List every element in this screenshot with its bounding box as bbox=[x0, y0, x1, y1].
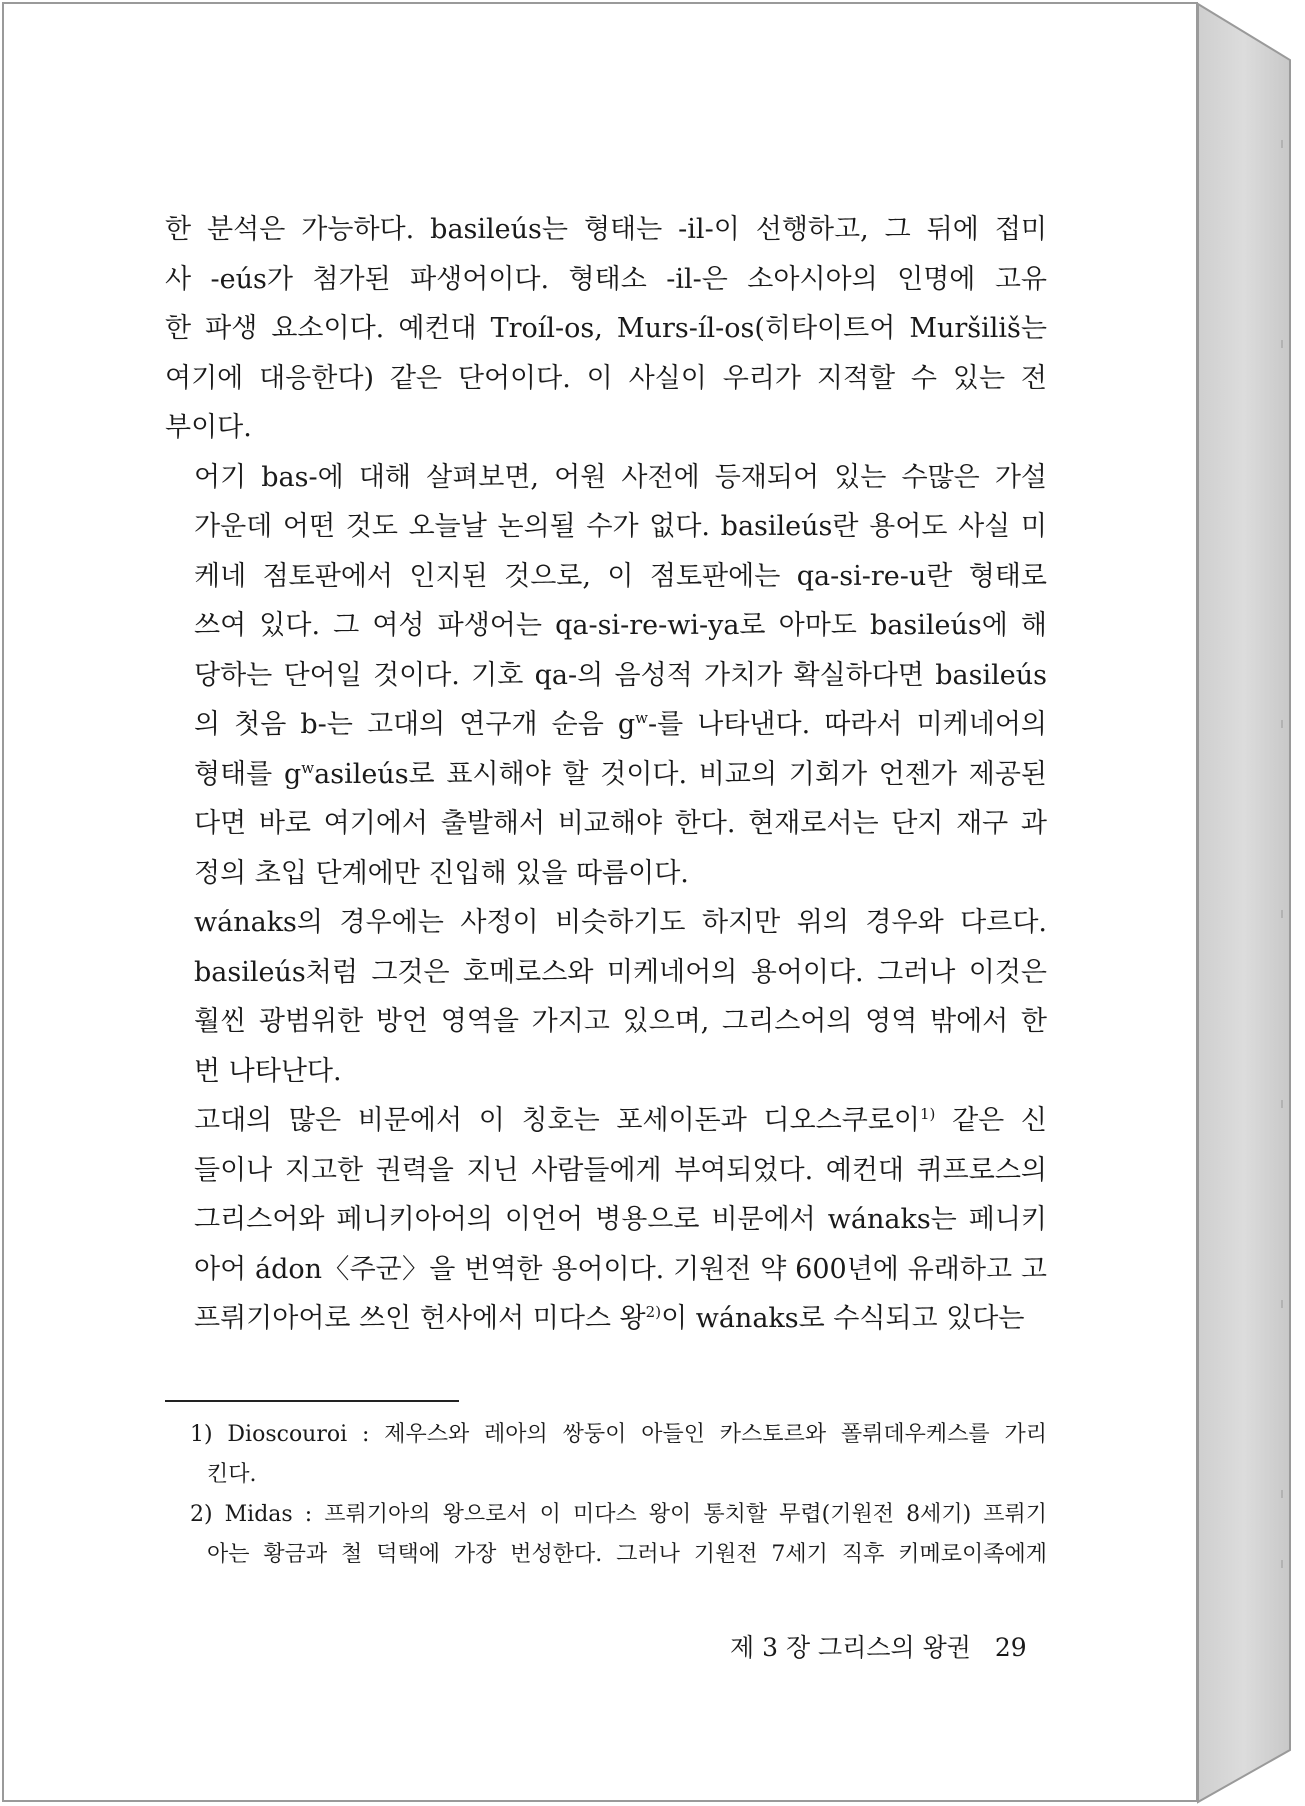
footnote bbox=[190, 1495, 1047, 1575]
text-line: 사 -eús가 첨가된 파생어이다. 형태소 -il-은 소아시아의 인명에 고유 bbox=[165, 263, 1047, 295]
text-line: 들이나 지고한 권력을 지닌 사람들에게 부여되었다. 예컨대 퀴프로스의 bbox=[194, 1154, 1047, 1186]
body-text bbox=[165, 205, 1047, 1344]
text-line: 의 첫음 b-는 고대의 연구개 순음 $g^w-$를 나타낸다. 따라서 미케네어의 bbox=[194, 709, 1047, 740]
paragraph bbox=[165, 453, 1047, 899]
text-line: 그리스어와 페니키아어의 이언어 병용으로 비문에서 wánaks는 페니키 bbox=[194, 1204, 1047, 1235]
text-line: 한 파생 요소이다. 예컨대 Troíl-os, Murs-íl-os(히타이트어 Muršiliš는 bbox=[165, 313, 1047, 344]
text-line: 쓰여 있다. 그 여성 파생어는 qa-si-re-wi-ya로 아마도 basileús에 해 bbox=[194, 610, 1047, 641]
text-line: 여기에 대응한다) 같은 단어이다. 이 사실이 우리가 지적할 수 있는 전 bbox=[165, 362, 1047, 394]
footnote-line: 킨다. bbox=[207, 1462, 257, 1487]
text-line: 번 나타난다. bbox=[194, 1055, 342, 1087]
text-line: 부이다. bbox=[165, 412, 252, 443]
chapter-title: 제 3 장 그리스의 왕권 bbox=[730, 1633, 971, 1662]
running-footer bbox=[730, 1628, 1027, 1664]
text-line: basileús처럼 그것은 호메로스와 미케네어의 용어이다. 그러나 이것은 bbox=[194, 956, 1047, 988]
text-line: 다면 바로 여기에서 출발해서 비교해야 한다. 현재로서는 단지 재구 과 bbox=[194, 808, 1047, 839]
text-line: 고대의 많은 비문에서 이 칭호는 포세이돈과 디오스쿠로이$^{1)}$ 같은 신 bbox=[194, 1105, 1047, 1136]
footnote-rule bbox=[165, 1400, 459, 1402]
footnote-line: 2) Midas : 프뤼기아의 왕으로서 이 미다스 왕이 통치할 무렵(기원전 8세기) 프뤼기 bbox=[190, 1502, 1047, 1527]
text-line: 어기 bas-에 대해 살펴보면, 어원 사전에 등재되어 있는 수많은 가설 bbox=[194, 461, 1047, 493]
footnote-line: 아는 황금과 철 덕택에 가장 번성한다. 그러나 기원전 7세기 직후 키메로이족에게 bbox=[207, 1542, 1047, 1567]
footnote-line: 1) Dioscouroi : 제우스와 레아의 쌍둥이 아들인 카스토르와 폴뤼데우케스를 가리 bbox=[190, 1422, 1047, 1447]
paragraph bbox=[165, 898, 1047, 1096]
paragraph bbox=[165, 205, 1047, 453]
text-line: 케네 점토판에서 인지된 것으로, 이 점토판에는 qa-si-re-u란 형태로 bbox=[194, 560, 1047, 592]
text-line: 가운데 어떤 것도 오늘날 논의될 수가 없다. basileús란 용어도 사실 미 bbox=[194, 511, 1047, 542]
footnotes bbox=[190, 1415, 1047, 1575]
text-line: 프뤼기아어로 쓰인 헌사에서 미다스 왕$^{2)}$이 wánaks로 수식되고 있다는 bbox=[194, 1303, 1025, 1334]
text-line: 정의 초입 단계에만 진입해 있을 따름이다. bbox=[194, 857, 689, 889]
text-line: 한 분석은 가능하다. basileús는 형태는 -il-이 선행하고, 그 뒤에 접미 bbox=[165, 214, 1047, 245]
footnote bbox=[190, 1415, 1047, 1495]
text-line: wánaks의 경우에는 사정이 비슷하기도 하지만 위의 경우와 다르다. bbox=[194, 907, 1047, 938]
text-line: 훨씬 광범위한 방언 영역을 가지고 있으며, 그리스어의 영역 밖에서 한 bbox=[194, 1006, 1047, 1037]
page-number: 29 bbox=[994, 1633, 1027, 1662]
paragraph bbox=[165, 1096, 1047, 1344]
text-line: 당하는 단어일 것이다. 기호 qa-의 음성적 가치가 확실하다면 basileús bbox=[194, 659, 1047, 691]
text-line: 형태를 $g^wasileús$로 표시해야 할 것이다. 비교의 기회가 언젠가 제공된 bbox=[194, 758, 1047, 790]
text-line: 아어 ádon〈주군〉을 번역한 용어이다. 기원전 약 600년에 유래하고 고 bbox=[194, 1253, 1047, 1285]
